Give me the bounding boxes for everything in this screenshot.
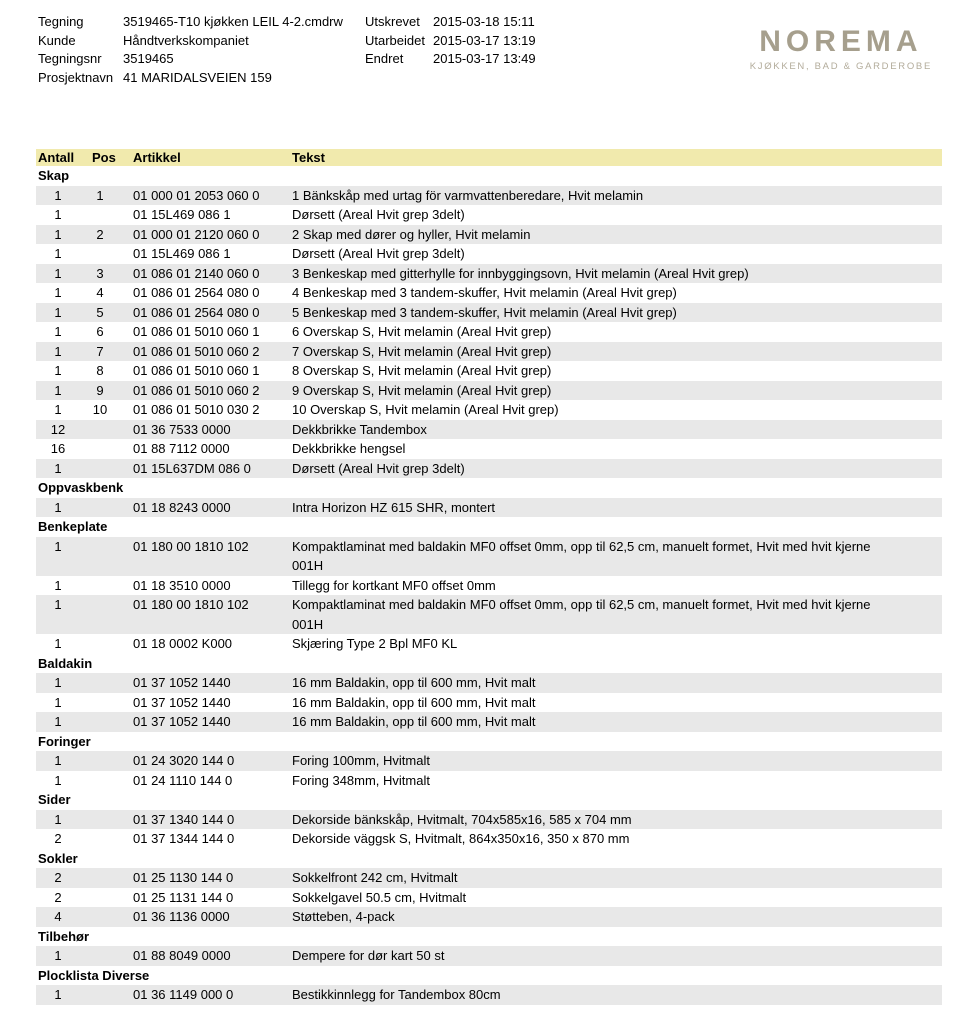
- cell-artikkel: 01 36 1136 0000: [133, 909, 230, 924]
- cell-antall: 1: [54, 363, 62, 378]
- cell-artikkel: 01 18 0002 K000: [133, 636, 233, 651]
- cell-pos: [80, 888, 120, 908]
- table-row: [36, 693, 942, 713]
- table-row: [36, 810, 942, 830]
- cell-tekst: 4 Benkeskap med 3 tandem-skuffer, Hvit melamin (Areal Hvit grep): [292, 285, 677, 300]
- drawing-meta-block: [38, 13, 343, 88]
- cell-tekst: 7 Overskap S, Hvit melamin (Areal Hvit grep): [292, 343, 552, 359]
- cell-pos: [80, 595, 120, 634]
- cell-artikkel: 01 88 8049 0000: [133, 948, 231, 963]
- cell-antall: 1: [54, 675, 62, 690]
- cell-tekst: 9 Overskap S, Hvit melamin (Areal Hvit grep): [292, 382, 552, 398]
- cell-tekst: Dekkbrikke Tandembox: [292, 421, 427, 437]
- table-row: [36, 420, 942, 440]
- table-row: [36, 946, 942, 966]
- cell-pos: 7: [96, 343, 104, 359]
- cell-pos: [80, 420, 120, 440]
- cell-pos: 8: [96, 363, 104, 378]
- date-field-label: Utarbeidet: [365, 32, 425, 48]
- logo-wordmark: NOREMA: [759, 25, 923, 58]
- meta-field-label: Kunde: [38, 32, 76, 48]
- cell-antall: 1: [54, 538, 62, 554]
- table-row: [36, 868, 942, 888]
- cell-tekst: Dekorside bänkskåp, Hvitmalt, 704x585x16, 585 x 704 mm: [292, 811, 632, 827]
- cell-artikkel: 01 15L469 086 1: [133, 246, 231, 261]
- date-field-label: Utskrevet: [365, 14, 420, 29]
- cell-artikkel: 01 000 01 2053 060 0: [133, 187, 260, 203]
- date-meta-block: [365, 13, 536, 69]
- cell-tekst: Dekkbrikke hengsel: [292, 441, 406, 456]
- table-row: [36, 303, 942, 323]
- table-row: [36, 771, 942, 791]
- table-row: [36, 264, 942, 284]
- date-field-value: 2015-03-18 15:11: [433, 14, 535, 29]
- cell-pos: [80, 810, 120, 830]
- table-row: [36, 186, 942, 206]
- cell-antall: 1: [54, 324, 62, 339]
- cell-pos: 6: [96, 324, 104, 339]
- cell-artikkel: 01 25 1131 144 0: [133, 889, 234, 905]
- cell-tekst: Sokkelgavel 50.5 cm, Hvitmalt: [292, 889, 467, 905]
- table-row: [36, 673, 942, 693]
- cell-artikkel: 01 37 1340 144 0: [133, 811, 235, 827]
- norema-logo: [750, 27, 932, 72]
- cell-tekst: Dørsett (Areal Hvit grep 3delt): [292, 460, 465, 476]
- cell-tekst: 5 Benkeskap med 3 tandem-skuffer, Hvit melamin (Areal Hvit grep): [292, 304, 677, 320]
- date-field-row: [365, 13, 536, 32]
- date-field-row: [365, 50, 536, 69]
- section-header: Baldakin: [38, 655, 93, 671]
- meta-field-label: Tegning: [38, 14, 84, 29]
- cell-antall: 1: [54, 948, 62, 963]
- cell-tekst: Foring 100mm, Hvitmalt: [292, 753, 430, 768]
- table-row: [36, 829, 942, 849]
- cell-antall: 1: [54, 460, 62, 476]
- cell-artikkel: 01 086 01 5010 060 1: [133, 324, 260, 339]
- cell-pos: [80, 712, 120, 732]
- cell-antall: 1: [54, 499, 62, 515]
- cell-antall: 12: [50, 421, 66, 437]
- section-header: Foringer: [38, 733, 91, 749]
- cell-pos: [80, 634, 120, 654]
- meta-field-value: 41 MARIDALSVEIEN 159: [123, 70, 272, 86]
- cell-pos: [80, 439, 120, 459]
- cell-pos: [80, 205, 120, 225]
- cell-artikkel: 01 086 01 2564 080 0: [133, 304, 260, 320]
- cell-artikkel: 01 37 1052 1440: [133, 675, 231, 690]
- cell-tekst: 10 Overskap S, Hvit melamin (Areal Hvit grep): [292, 402, 559, 417]
- cell-pos: [80, 868, 120, 888]
- cell-pos: [80, 829, 120, 849]
- cell-antall: 1: [54, 714, 62, 729]
- meta-field-row: [38, 50, 343, 69]
- cell-pos: [80, 537, 120, 576]
- cell-pos: [80, 751, 120, 771]
- cell-antall: 1: [54, 382, 62, 398]
- cell-antall: 1: [54, 304, 62, 320]
- cell-tekst: Dørsett (Areal Hvit grep 3delt): [292, 246, 465, 261]
- cell-tekst: 16 mm Baldakin, opp til 600 mm, Hvit malt: [292, 714, 536, 729]
- cell-antall: 2: [54, 889, 62, 905]
- cell-artikkel: 01 180 00 1810 102: [133, 538, 249, 554]
- cell-antall: 1: [54, 811, 62, 827]
- cell-tekst: Sokkelfront 242 cm, Hvitmalt: [292, 870, 458, 885]
- table-row: [36, 205, 942, 225]
- table-row: [36, 361, 942, 381]
- table-row: [36, 342, 942, 362]
- section-header: Oppvaskbenk: [38, 480, 124, 495]
- column-header-artikkel: Artikkel: [133, 150, 181, 165]
- meta-field-row: [38, 32, 343, 51]
- cell-tekst: Tillegg for kortkant MF0 offset 0mm: [292, 577, 496, 593]
- cell-artikkel: 01 24 1110 144 0: [133, 772, 233, 788]
- table-row: [36, 225, 942, 245]
- cell-artikkel: 01 180 00 1810 102: [133, 597, 249, 612]
- meta-field-value: 3519465-T10 kjøkken LEIL 4-2.cmdrw: [123, 14, 343, 29]
- table-row: [36, 576, 942, 596]
- document-header: [38, 13, 960, 123]
- section-header: Sokler: [38, 850, 78, 866]
- section-header: Benkeplate: [38, 519, 108, 534]
- cell-tekst: 1 Bänkskåp med urtag för varmvattenberedare, Hvit melamin: [292, 187, 644, 203]
- cell-artikkel: 01 36 1149 000 0: [133, 987, 234, 1002]
- cell-antall: 1: [54, 246, 62, 261]
- table-row: [36, 459, 942, 479]
- section-header: Plocklista Diverse: [38, 967, 150, 983]
- cell-artikkel: 01 086 01 5010 060 2: [133, 343, 260, 359]
- cell-pos: [80, 498, 120, 518]
- cell-antall: 1: [54, 187, 62, 203]
- cell-tekst: 6 Overskap S, Hvit melamin (Areal Hvit grep): [292, 324, 552, 339]
- cell-antall: 1: [54, 343, 62, 359]
- table-header-row: [36, 149, 942, 166]
- table-row: [36, 751, 942, 771]
- table-row: [36, 322, 942, 342]
- cell-tekst: Dekorside väggsk S, Hvitmalt, 864x350x16, 350 x 870 mm: [292, 831, 630, 846]
- section-header: Tilbehør: [38, 928, 90, 944]
- section-header: Skap: [38, 168, 70, 183]
- table-row: [36, 283, 942, 303]
- meta-field-value: Håndtverkskompaniet: [123, 32, 249, 48]
- cell-artikkel: 01 15L469 086 1: [133, 207, 231, 222]
- cell-artikkel: 01 086 01 2564 080 0: [133, 285, 260, 300]
- cell-pos: 2: [96, 226, 104, 242]
- cell-pos: [80, 693, 120, 713]
- cell-tekst: 2 Skap med dører og hyller, Hvit melamin: [292, 226, 531, 242]
- cell-tekst: 16 mm Baldakin, opp til 600 mm, Hvit malt: [292, 694, 536, 710]
- cell-pos: [80, 576, 120, 596]
- date-field-label: Endret: [365, 51, 404, 67]
- cell-antall: 1: [54, 285, 62, 300]
- cell-pos: 9: [96, 382, 104, 398]
- cell-artikkel: 01 37 1344 144 0: [133, 831, 235, 846]
- meta-field-label: Prosjektnavn: [38, 70, 114, 86]
- table-row: [36, 888, 942, 908]
- meta-field-label: Tegningsnr: [38, 51, 102, 67]
- table-row: [36, 400, 942, 420]
- cell-antall: 1: [54, 207, 62, 222]
- cell-antall: 1: [54, 597, 62, 612]
- cell-tekst: Skjæring Type 2 Bpl MF0 KL: [292, 636, 458, 651]
- table-row: [36, 498, 942, 518]
- cell-artikkel: 01 086 01 5010 060 1: [133, 363, 260, 378]
- logo-tagline: KJØKKEN, BAD & GARDEROBE: [749, 61, 932, 72]
- cell-antall: 1: [54, 265, 62, 281]
- table-row: [36, 634, 942, 654]
- cell-artikkel: 01 37 1052 1440: [133, 694, 231, 710]
- cell-pos: [80, 673, 120, 693]
- cell-artikkel: 01 086 01 5010 030 2: [133, 402, 260, 417]
- cell-antall: 1: [54, 226, 62, 242]
- cell-tekst: Dørsett (Areal Hvit grep 3delt): [292, 207, 465, 222]
- cell-antall: 2: [54, 831, 62, 846]
- cell-antall: 4: [54, 909, 62, 924]
- cell-pos: 10: [92, 402, 108, 417]
- cell-artikkel: 01 000 01 2120 060 0: [133, 226, 260, 242]
- table-row: [36, 907, 942, 927]
- table-row: [36, 439, 942, 459]
- cell-antall: 1: [54, 636, 62, 651]
- cell-pos: 4: [96, 285, 104, 300]
- cell-pos: 5: [96, 304, 104, 320]
- column-header-antall: Antall: [38, 150, 75, 165]
- cell-pos: [80, 985, 120, 1005]
- cell-artikkel: 01 88 7112 0000: [133, 441, 230, 456]
- table-row: [36, 381, 942, 401]
- cell-tekst: Støtteben, 4-pack: [292, 909, 395, 924]
- meta-field-row: [38, 13, 343, 32]
- cell-artikkel: 01 24 3020 144 0: [133, 753, 235, 768]
- cell-pos: 3: [96, 265, 104, 281]
- cell-antall: 1: [54, 772, 62, 788]
- cell-tekst: 8 Overskap S, Hvit melamin (Areal Hvit grep): [292, 363, 552, 378]
- cell-tekst: Foring 348mm, Hvitmalt: [292, 772, 430, 788]
- cell-pos: [80, 946, 120, 966]
- cell-antall: 1: [54, 753, 62, 768]
- cell-pos: [80, 459, 120, 479]
- cell-antall: 1: [54, 577, 62, 593]
- cell-antall: 16: [50, 441, 66, 456]
- cell-artikkel: 01 25 1130 144 0: [133, 870, 234, 885]
- cell-pos: [80, 244, 120, 264]
- column-header-tekst: Tekst: [292, 150, 325, 165]
- cell-pos: [80, 771, 120, 791]
- cell-antall: 1: [54, 987, 62, 1002]
- cell-artikkel: 01 36 7533 0000: [133, 421, 231, 437]
- table-row: [36, 537, 942, 576]
- date-field-value: 2015-03-17 13:19: [433, 32, 536, 48]
- table-row: [36, 985, 942, 1005]
- meta-field-row: [38, 69, 343, 88]
- cell-pos: 1: [96, 187, 104, 203]
- cell-tekst: 3 Benkeskap med gitterhylle for innbyggingsovn, Hvit melamin (Areal Hvit grep): [292, 265, 749, 281]
- column-header-pos: Pos: [92, 150, 116, 165]
- cell-tekst: Intra Horizon HZ 615 SHR, montert: [292, 499, 496, 515]
- date-field-row: [365, 32, 536, 51]
- cell-artikkel: 01 37 1052 1440: [133, 714, 231, 729]
- table-row: [36, 712, 942, 732]
- cell-tekst: Dempere for dør kart 50 st: [292, 948, 445, 963]
- cell-artikkel: 01 086 01 2140 060 0: [133, 265, 260, 281]
- section-header: Sider: [38, 792, 71, 807]
- cell-antall: 2: [54, 870, 62, 885]
- cell-artikkel: 01 086 01 5010 060 2: [133, 382, 260, 398]
- cell-tekst: Bestikkinnlegg for Tandembox 80cm: [292, 987, 501, 1002]
- cell-artikkel: 01 18 8243 0000: [133, 499, 231, 515]
- cell-artikkel: 01 15L637DM 086 0: [133, 460, 251, 476]
- table-row: [36, 595, 942, 634]
- cell-antall: 1: [54, 694, 62, 710]
- date-field-value: 2015-03-17 13:49: [433, 51, 536, 67]
- cell-artikkel: 01 18 3510 0000: [133, 577, 231, 593]
- parts-table: [36, 149, 942, 1005]
- cell-tekst: 16 mm Baldakin, opp til 600 mm, Hvit malt: [292, 675, 536, 690]
- table-row: [36, 244, 942, 264]
- meta-field-value: 3519465: [123, 51, 174, 67]
- cell-tekst: Kompaktlaminat med baldakin MF0 offset 0mm, opp til 62,5 cm, manuelt formet, Hvit med hvit kjerne 001H: [292, 597, 871, 632]
- cell-pos: [80, 907, 120, 927]
- cell-antall: 1: [54, 402, 62, 417]
- cell-tekst: Kompaktlaminat med baldakin MF0 offset 0mm, opp til 62,5 cm, manuelt formet, Hvit med hvit kjerne 001H: [292, 538, 871, 573]
